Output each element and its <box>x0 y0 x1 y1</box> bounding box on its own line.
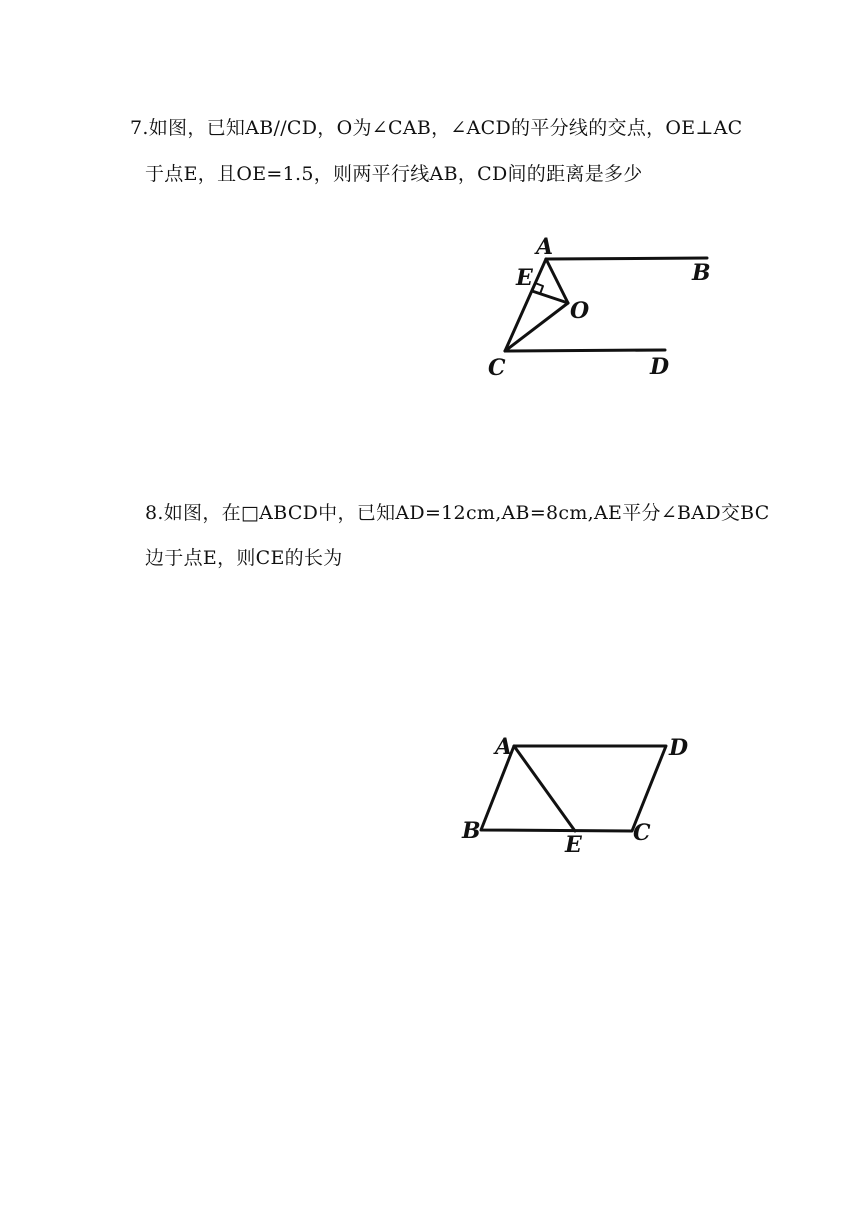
problem-7-line-2: 于点E，且OE=1.5，则两平行线AB，CD间的距离是多少 <box>145 163 643 185</box>
problem-7-line-1: 7.如图，已知AB//CD，O为∠CAB，∠ACD的平分线的交点，OE⊥AC <box>130 117 743 139</box>
label-C: C <box>488 355 506 381</box>
label-B: B <box>692 260 711 286</box>
figure-8-parallelogram <box>455 725 705 865</box>
label-B: B <box>462 818 481 844</box>
label-D: D <box>669 735 689 761</box>
line-AB <box>546 258 707 259</box>
label-A: A <box>536 234 554 260</box>
label-E: E <box>565 832 582 858</box>
problem-8-line-2: 边于点E，则CE的长为 <box>145 547 343 569</box>
problem-8-line-1: 8.如图，在□ABCD中，已知AD=12cm,AB=8cm,AE平分∠BAD交BC <box>145 502 770 524</box>
figure-7-parallel-lines <box>470 225 740 385</box>
segment-AE <box>514 746 575 831</box>
line-CD <box>505 350 665 351</box>
label-A: A <box>495 734 513 760</box>
label-D: D <box>650 354 670 380</box>
label-C: C <box>633 820 651 846</box>
label-E: E <box>516 265 533 291</box>
label-O: O <box>570 298 590 324</box>
